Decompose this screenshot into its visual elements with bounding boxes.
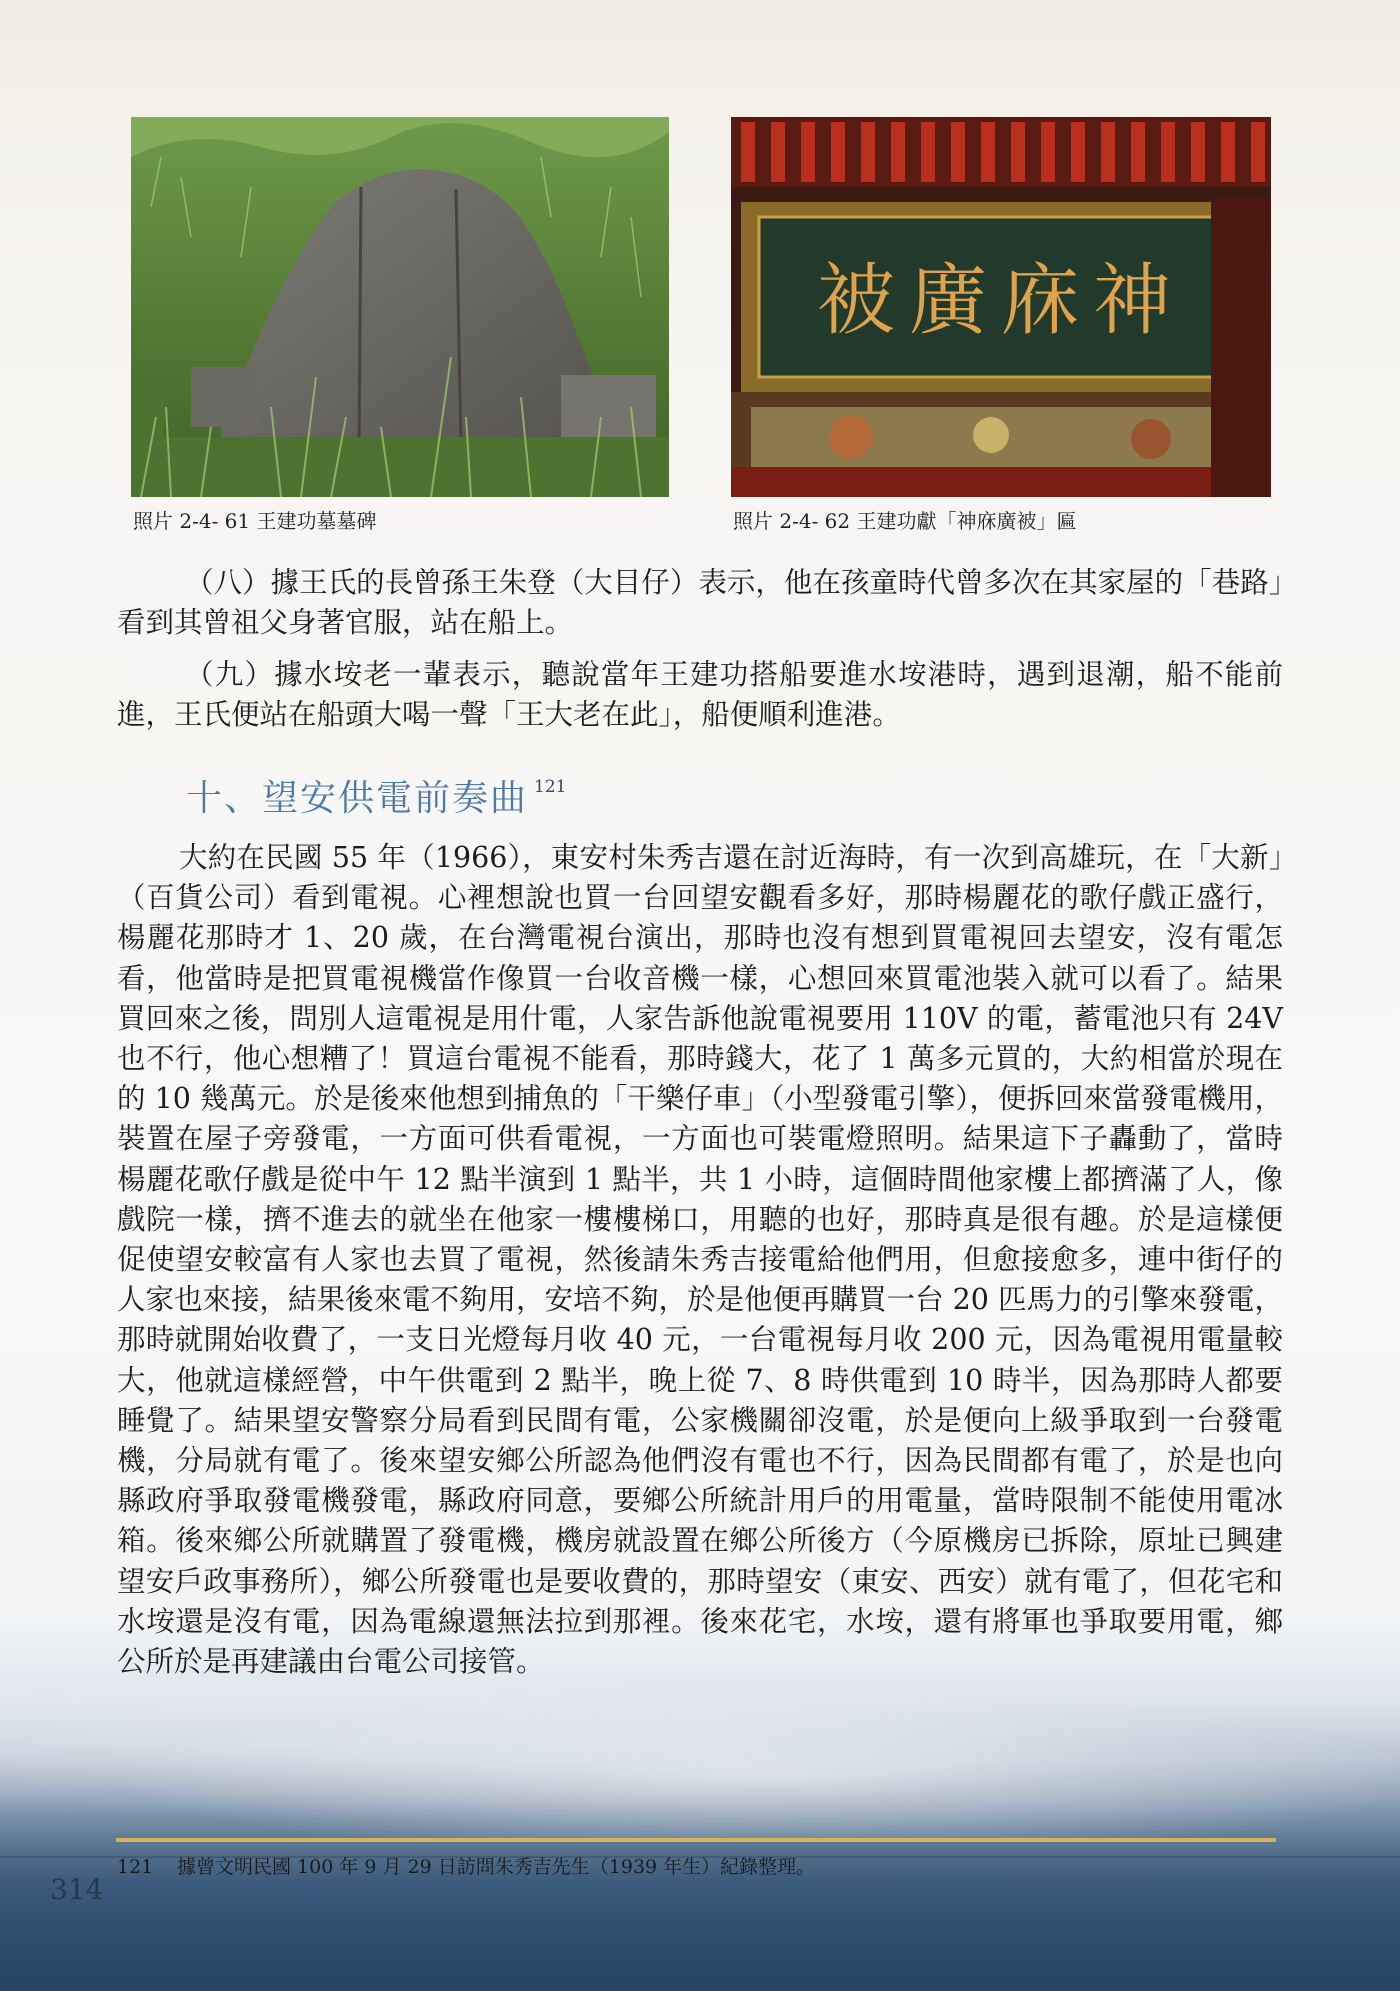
page-number: 314 <box>50 1873 104 1906</box>
section-body: 大約在民國 55 年（1966），東安村朱秀吉還在討近海時，有一次到高雄玩，在「大新」（百貨公司）看到電視。心裡想說也買一台回望安觀看多好，那時楊麗花的歌仔戲正盛行，楊麗花那時才 1、20 歲，在台灣電視台演出，那時也沒有想到買電視回去望安，沒有電怎看，他當時是把買電視機當作像買一台收音機一樣，心想回來買電池裝入就可以看了。結果買回來之後，問別人這電視是用什電，人家告訴他說電視要用 110V 的電，蓄電池只有 24V 也不行，他心想糟了！買這台電視不能看，那時錢大，花了 1 萬多元買的，大約相當於現在的 10 幾萬元。於是後來他想到捕魚的「干樂仔車」（小型發電引擎），便拆回來當發電機用，裝置在屋子旁發電，一方面可供看電視，一方面也可裝電燈照明。結果這下子轟動了，當時楊麗花歌仔戲是從中午 12 點半演到 1 點半，共 1 小時，這個時間他家樓上都擠滿了人，像戲院一樣，擠不進去的就坐在他家一樓樓梯口，用聽的也好，那時真是很有趣。於是這樣便促使望安較富有人家也去買了電視，然後請朱秀吉接電給他們用，但愈接愈多，連中街仔的人家也來接，結果後來電不夠用，安培不夠，於是他便再購買一台 20 匹馬力的引擎來發電，那時就開始收費了，一支日光燈每月收 40 元，一台電視每月收 200 元，因為電視用電量較大，他就這樣經營，中午供電到 2 點半，晚上從 7、8 時供電到 10 時半，因為那時人都要睡覺了。結果望安警察分局看到民間有電，公家機關卻沒電，於是便向上級爭取到一台發電機，分局就有電了。後來望安鄉公所認為他們沒有電也不行，因為民間都有電了，於是也向縣政府爭取發電機發電，縣政府同意，要鄉公所統計用戶的用電量，當時限制不能使用電冰箱。後來鄉公所就購置了發電機，機房就設置在鄉公所後方（今原機房已拆除，原址已興建望安戶政事務所），鄉公所發電也是要收費的，那時望安（東安、西安）就有電了，但花宅和水垵還是沒有電，因為電線還無法拉到那裡。後來花宅，水垵，還有將軍也爭取要用電，鄉公所於是再建議由台電公司接管。 <box>117 841 1283 1679</box>
section-heading <box>186 770 566 821</box>
footnote-reference: 121 <box>534 777 567 797</box>
photo-plaque <box>731 117 1271 497</box>
footnote-divider <box>116 1838 1276 1842</box>
background-mist <box>0 1680 1400 1840</box>
footnote-number: 121 <box>117 1856 154 1878</box>
footnote-text: 據曾文明民國 100 年 9 月 29 日訪問朱秀吉先生（1939 年生）紀錄整理。 <box>177 1856 816 1878</box>
paragraph: （八）據王氏的長曾孫王朱登（大目仔）表示，他在孩童時代曾多次在其家屋的「巷路」看到其曾祖父身著官服，站在船上。 <box>117 566 1283 639</box>
photo-caption: 照片 2-4- 61 王建功墓墓碑 <box>133 509 377 533</box>
plaque-text: 被廣庥神 <box>816 256 1186 346</box>
plaque-image <box>731 117 1271 497</box>
photo-tombstone <box>131 117 669 497</box>
footnote <box>117 1852 815 1879</box>
photo-caption: 照片 2-4- 62 王建功獻「神庥廣被」匾 <box>733 509 1077 533</box>
section-heading-text: 十、望安供電前奏曲 <box>186 778 529 819</box>
tombstone-image <box>131 117 669 497</box>
paragraph: （九）據水垵老一輩表示，聽說當年王建功搭船要進水垵港時，遇到退潮，船不能前進，王氏便站在船頭大喝一聲「王大老在此」，船便順利進港。 <box>117 658 1283 731</box>
